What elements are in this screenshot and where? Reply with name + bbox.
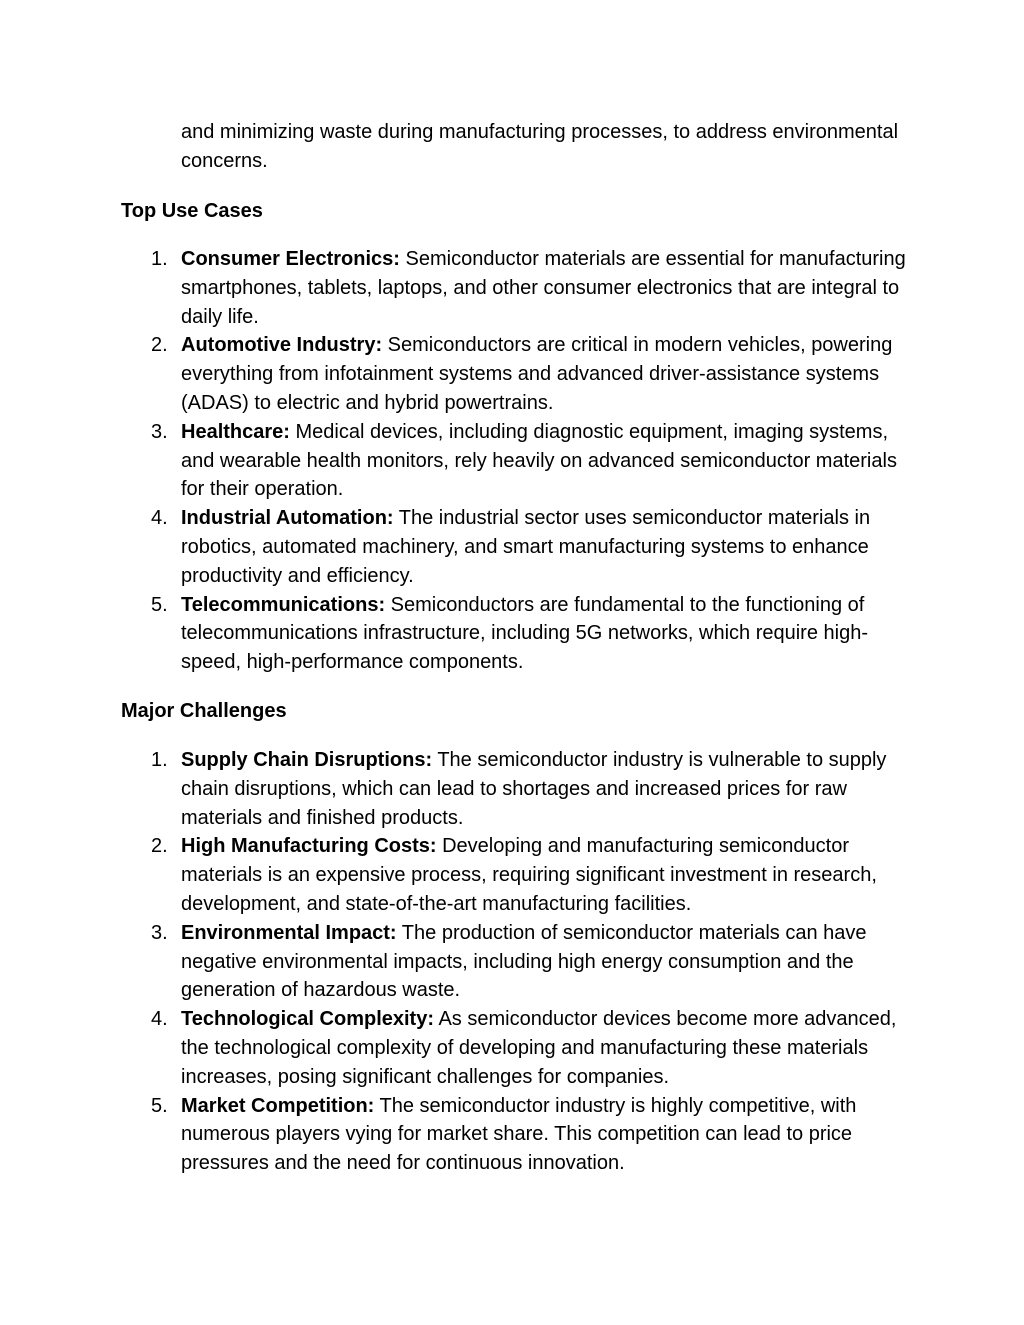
list-text: The industrial sector uses semiconductor materials in robotics, automated machinery, and smart manufacturing systems to enhance productivity and efficiency. xyxy=(181,507,871,587)
list-item xyxy=(121,504,911,590)
list-number: 1. xyxy=(151,749,168,771)
list-item xyxy=(121,245,911,331)
list-item xyxy=(121,1005,911,1091)
list-term: Supply Chain Disruptions: xyxy=(181,749,433,771)
list-item xyxy=(121,1092,911,1178)
list-item xyxy=(121,832,911,918)
list-item xyxy=(121,746,911,832)
list-term: Technological Complexity: xyxy=(181,1008,434,1031)
list-term: Telecommunications: xyxy=(181,593,386,616)
use-cases-list xyxy=(121,245,911,677)
list-text: Medical devices, including diagnostic equipment, imaging systems, and wearable health monitors, rely heavily on advanced semiconductor materials for their operation. xyxy=(181,420,897,501)
use-cases-heading: Top Use Cases xyxy=(121,200,263,222)
list-number: 5. xyxy=(151,593,168,616)
list-number: 5. xyxy=(151,1094,168,1117)
list-text: Developing and manufacturing semiconductor materials is an expensive process, requiring significant investment in research, development, and state-of-the-art manufacturing facilities. xyxy=(181,835,877,915)
list-term: Healthcare: xyxy=(181,420,290,443)
list-number: 2. xyxy=(151,835,168,858)
list-number: 4. xyxy=(151,1008,168,1031)
list-term: High Manufacturing Costs: xyxy=(181,835,437,858)
list-number: 1. xyxy=(151,248,168,270)
list-number: 2. xyxy=(151,334,168,357)
challenges-list xyxy=(121,746,911,1178)
list-number: 3. xyxy=(151,921,168,944)
challenges-heading: Major Challenges xyxy=(121,700,287,722)
list-text: Semiconductors are critical in modern vehicles, powering everything from infotainment systems and advanced driver-assistance systems (ADAS) to electric and hybrid powertrains. xyxy=(181,334,893,414)
list-term: Automotive Industry: xyxy=(181,334,383,357)
list-text: The semiconductor industry is highly competitive, with numerous players vying for market share. This competition can lead to price pressures and the need for continuous innovation. xyxy=(181,1094,857,1175)
list-term: Market Competition: xyxy=(181,1094,375,1117)
list-item xyxy=(121,418,911,504)
list-number: 4. xyxy=(151,507,168,530)
list-text: Semiconductors are fundamental to the functioning of telecommunications infrastructure, including 5G networks, which require high-speed, high-performance components. xyxy=(181,593,868,674)
list-item xyxy=(121,331,911,417)
list-text: Semiconductor materials are essential for manufacturing smartphones, tablets, laptops, and other consumer electronics that are integral to daily life. xyxy=(181,248,906,328)
list-term: Industrial Automation: xyxy=(181,507,394,530)
list-number: 3. xyxy=(151,420,168,443)
list-term: Consumer Electronics: xyxy=(181,248,400,270)
continuation-paragraph: and minimizing waste during manufacturing processes, to address environmental concerns. xyxy=(181,121,899,172)
list-text: The semiconductor industry is vulnerable to supply chain disruptions, which can lead to shortages and increased prices for raw materials and finished products. xyxy=(181,749,887,829)
list-term: Environmental Impact: xyxy=(181,921,397,944)
list-item xyxy=(121,591,911,677)
list-text: As semiconductor devices become more advanced, the technological complexity of developing and manufacturing these materials increases, posing significant challenges for companies. xyxy=(181,1008,897,1088)
list-item xyxy=(121,919,911,1005)
list-text: The production of semiconductor materials can have negative environmental impacts, including high energy consumption and the generation of hazardous waste. xyxy=(181,921,867,1002)
